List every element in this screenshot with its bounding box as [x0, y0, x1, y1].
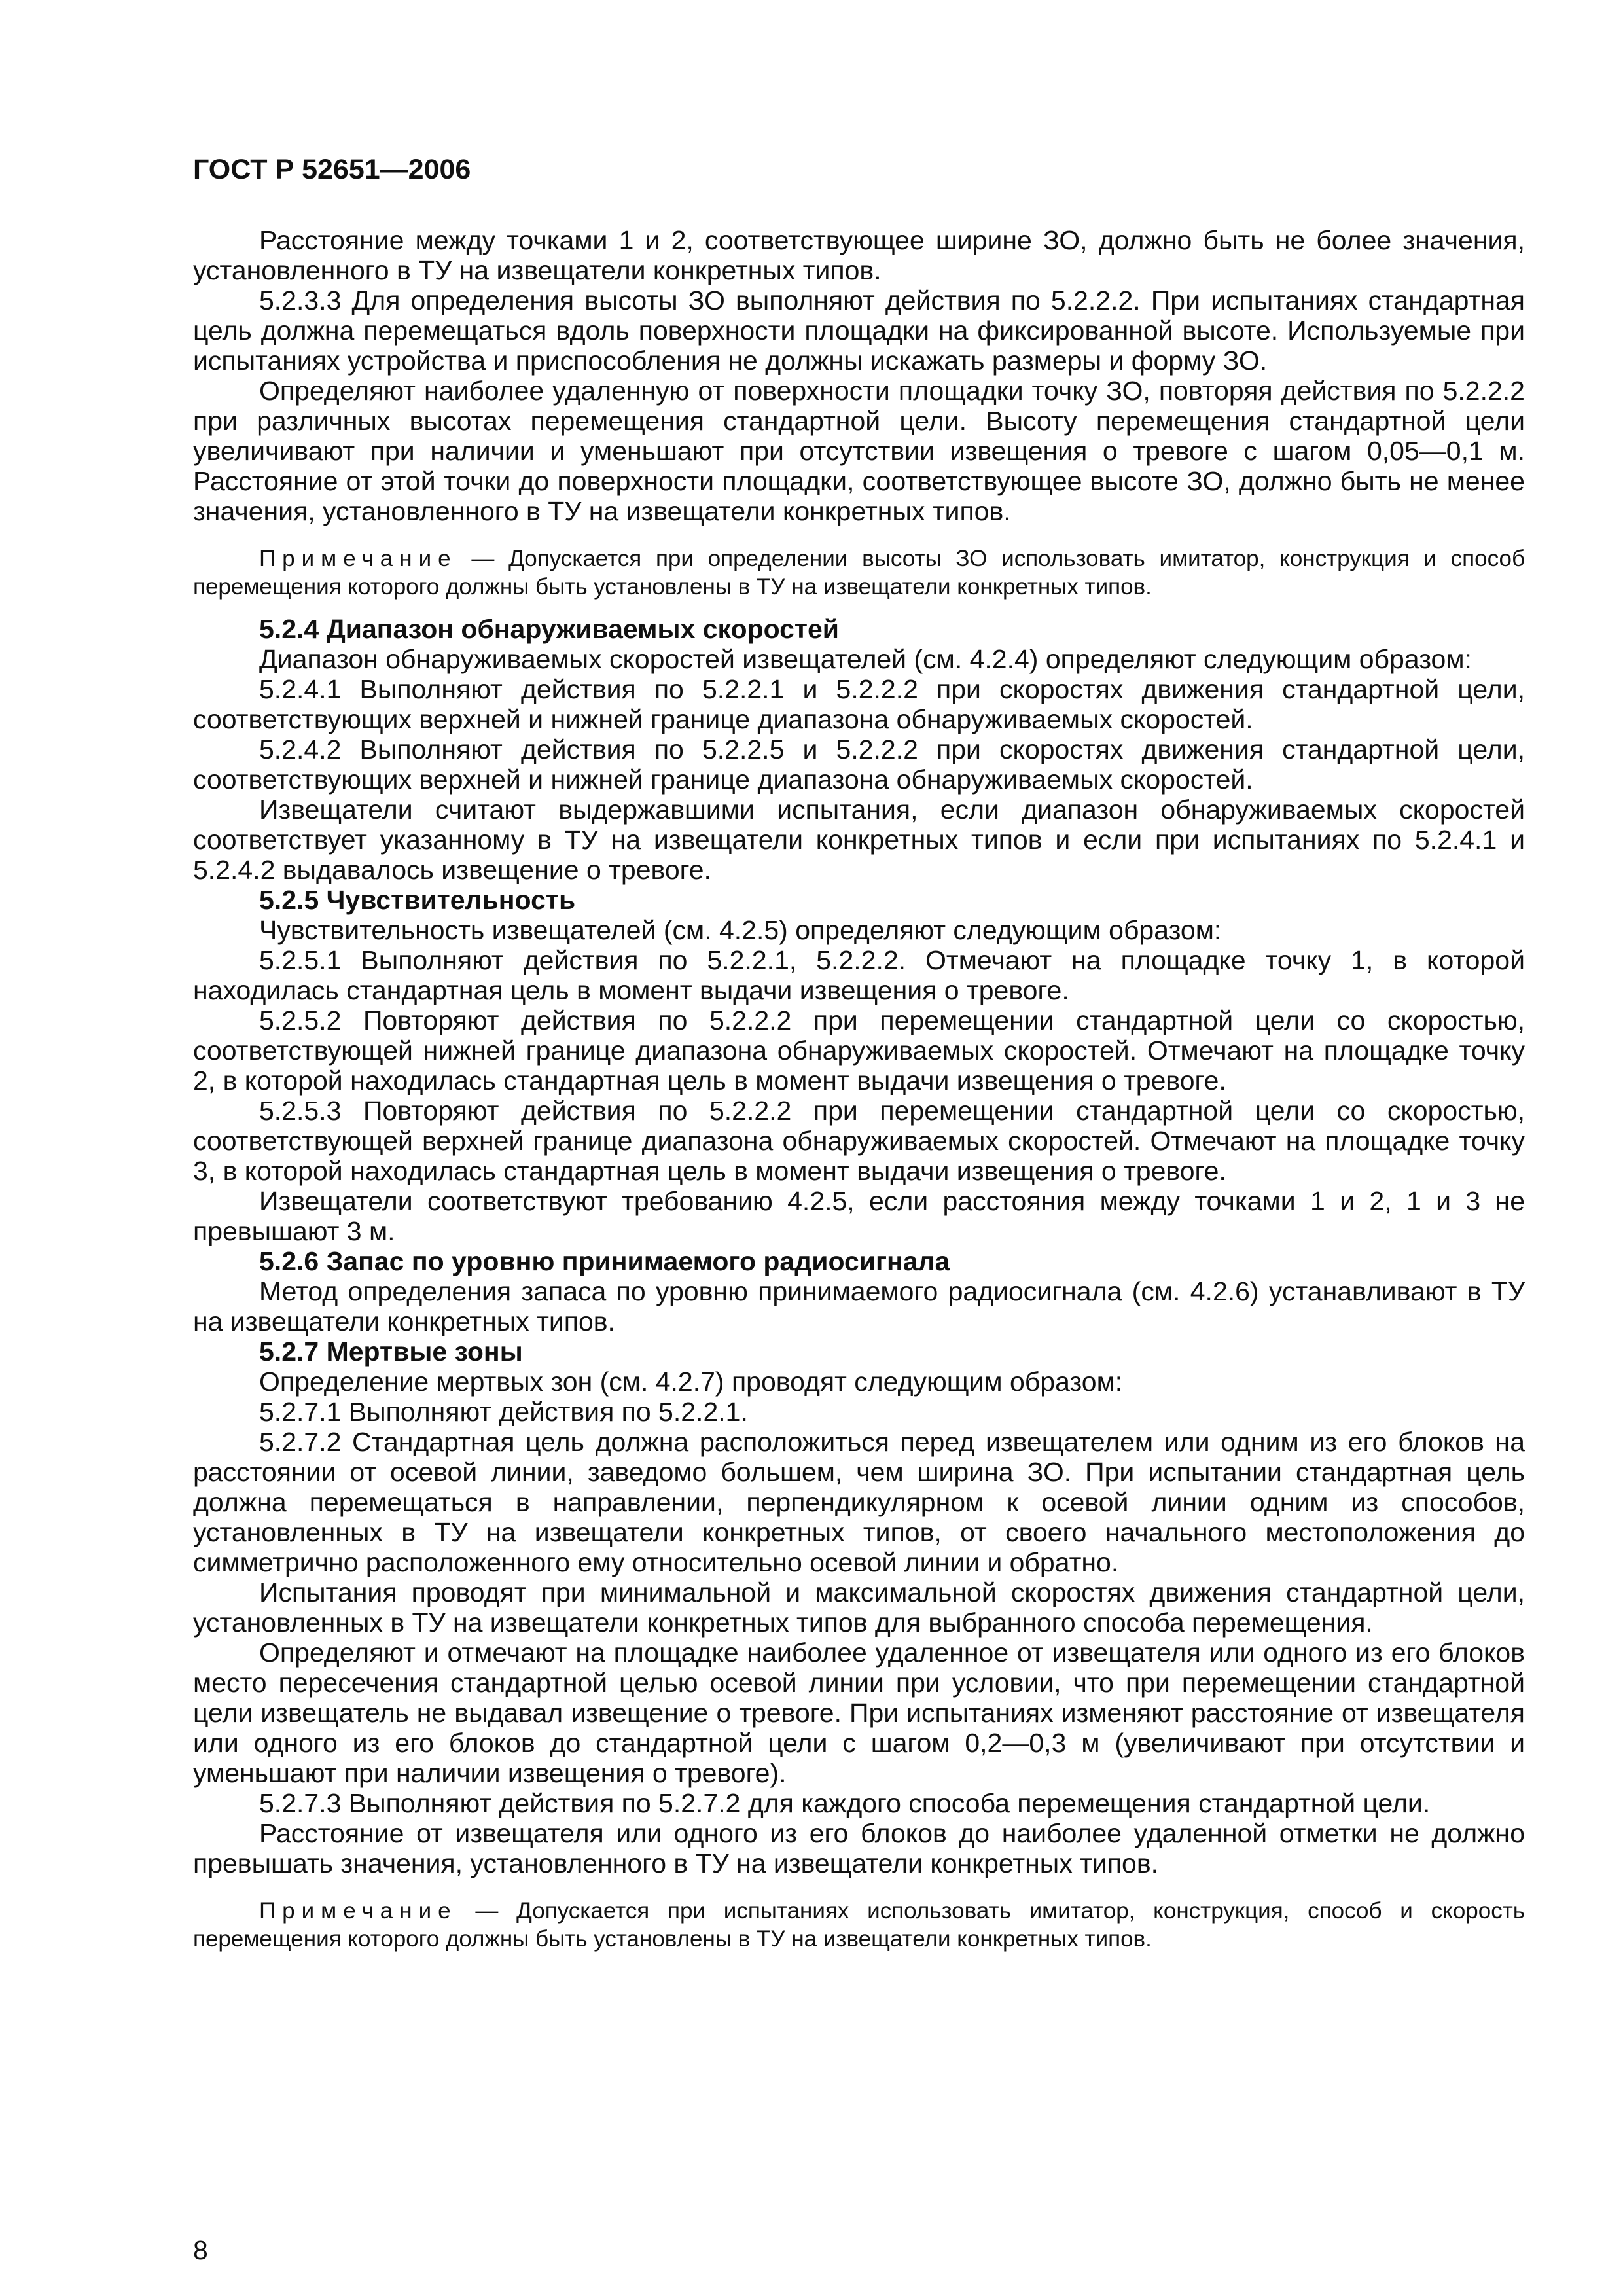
paragraph: Определяют наиболее удаленную от поверхности площадки точку ЗО, повторяя действия по 5.2.2.2 при различных высотах перемещения стандартной цели. Высоту перемещения стандартной цели увеличивают при наличии и уменьшают при отсутствии извещения о тревоге с шагом 0,05—0,1 м. Расстояние от этой точки до поверхности площадки, соответствующее высоте ЗО, должно быть не менее значения, установленного в ТУ на извещатели конкретных типов. — [193, 376, 1525, 526]
paragraph: 5.2.7.3 Выполняют действия по 5.2.7.2 для каждого способа перемещения стандартной цели. — [259, 1788, 1431, 1818]
paragraph: Определение мертвых зон (см. 4.2.7) проводят следующим образом: — [259, 1367, 1123, 1397]
paragraph: Извещатели считают выдержавшими испытания, если диапазон обнаруживаемых скоростей соответствует указанному в ТУ на извещатели конкретных типов и если при испытаниях по 5.2.4.1 и 5.2.4.2 выдавалось извещение о тревоге. — [193, 795, 1525, 885]
paragraph: Расстояние между точками 1 и 2, соответствующее ширине ЗО, должно быть не более значения, установленного в ТУ на извещатели конкретных типов. — [193, 225, 1525, 285]
paragraph: Определяют и отмечают на площадке наиболее удаленное от извещателя или одного из его блоков место пересечения стандартной целью осевой линии при условии, что при перемещении стандартной цели извещатель не выдавал извещение о тревоге. При испытаниях изменяют расстояние от извещателя или одного из его блоков до стандартной цели с шагом 0,2—0,3 м (увеличивают при отсутствии и уменьшают при наличии извещения о тревоге). — [193, 1638, 1525, 1788]
paragraph: 5.2.4.1 Выполняют действия по 5.2.2.1 и 5.2.2.2 при скоростях движения стандартной цели, соответствующих верхней и нижней границе диапазона обнаруживаемых скоростей. — [193, 674, 1525, 734]
paragraph: 5.2.5.2 Повторяют действия по 5.2.2.2 при перемещении стандартной цели со скоростью, соответствующей нижней границе диапазона обнаруживаемых скоростей. Отмечают на площадке точку 2, в которой находилась стандартная цель в момент выдачи извещения о тревоге. — [193, 1005, 1525, 1096]
section-heading: 5.2.7 Мертвые зоны — [259, 1336, 523, 1367]
note — [193, 545, 1525, 601]
note-text: — Допускается при испытаниях использовать имитатор, конструкция, способ и скорость перемещения которого должны быть установлены в ТУ на извещатели конкретных типов. — [193, 1898, 1525, 1952]
paragraph: Извещатели соответствуют требованию 4.2.5, если расстояния между точками 1 и 2, 1 и 3 не превышают 3 м. — [193, 1186, 1525, 1246]
paragraph: 5.2.5.3 Повторяют действия по 5.2.2.2 при перемещении стандартной цели со скоростью, соответствующей верхней границе диапазона обнаруживаемых скоростей. Отмечают на площадке точку 3, в которой находилась стандартная цель в момент выдачи извещения о тревоге. — [193, 1096, 1525, 1186]
paragraph: Испытания проводят при минимальной и максимальной скоростях движения стандартной цели, установленных в ТУ на извещатели конкретных типов для выбранного способа перемещения. — [193, 1577, 1525, 1638]
note-label: Примечание — [259, 546, 457, 571]
note-label: Примечание — [259, 1898, 457, 1924]
section-heading: 5.2.5 Чувствительность — [259, 885, 576, 915]
document-page — [193, 154, 1525, 1966]
paragraph: Чувствительность извещателей (см. 4.2.5) определяют следующим образом: — [259, 915, 1222, 945]
paragraph: 5.2.7.2 Стандартная цель должна расположиться перед извещателем или одним из его блоков на расстоянии от осевой линии, заведомо большем, чем ширина ЗО. При испытании стандартная цель должна перемещаться в направлении, перпендикулярном к осевой линии одним из способов, установленных в ТУ на извещатели конкретных типов, от своего начального местоположения до симметрично расположенного ему относительно осевой линии и обратно. — [193, 1427, 1525, 1577]
paragraph: Расстояние от извещателя или одного из его блоков до наиболее удаленной отметки не должно превышать значения, установленного в ТУ на извещатели конкретных типов. — [193, 1818, 1525, 1878]
paragraph: 5.2.7.1 Выполняют действия по 5.2.2.1. — [259, 1397, 748, 1427]
paragraph: Диапазон обнаруживаемых скоростей извещателей (см. 4.2.4) определяют следующим образом: — [259, 644, 1472, 674]
paragraph: 5.2.4.2 Выполняют действия по 5.2.2.5 и 5.2.2.2 при скоростях движения стандартной цели, соответствующих верхней и нижней границе диапазона обнаруживаемых скоростей. — [193, 734, 1525, 795]
paragraph: 5.2.3.3 Для определения высоты ЗО выполняют действия по 5.2.2.2. При испытаниях стандартная цель должна перемещаться вдоль поверхности площадки на фиксированной высоте. Используемые при испытаниях устройства и приспособления не должны искажать размеры и форму ЗО. — [193, 285, 1525, 376]
paragraph: Метод определения запаса по уровню принимаемого радиосигнала (см. 4.2.6) устанавливают в ТУ на извещатели конкретных типов. — [193, 1276, 1525, 1336]
note-text: — Допускается при определении высоты ЗО использовать имитатор, конструкция и способ перемещения которого должны быть установлены в ТУ на извещатели конкретных типов. — [193, 546, 1525, 600]
note — [193, 1897, 1525, 1953]
paragraph: 5.2.5.1 Выполняют действия по 5.2.2.1, 5.2.2.2. Отмечают на площадке точку 1, в которой находилась стандартная цель в момент выдачи извещения о тревоге. — [193, 945, 1525, 1005]
section-heading: 5.2.4 Диапазон обнаруживаемых скоростей — [259, 614, 839, 644]
page-number: 8 — [193, 2235, 208, 2265]
section-heading: 5.2.6 Запас по уровню принимаемого радиосигнала — [259, 1246, 950, 1276]
document-header: ГОСТ Р 52651—2006 — [193, 154, 471, 185]
